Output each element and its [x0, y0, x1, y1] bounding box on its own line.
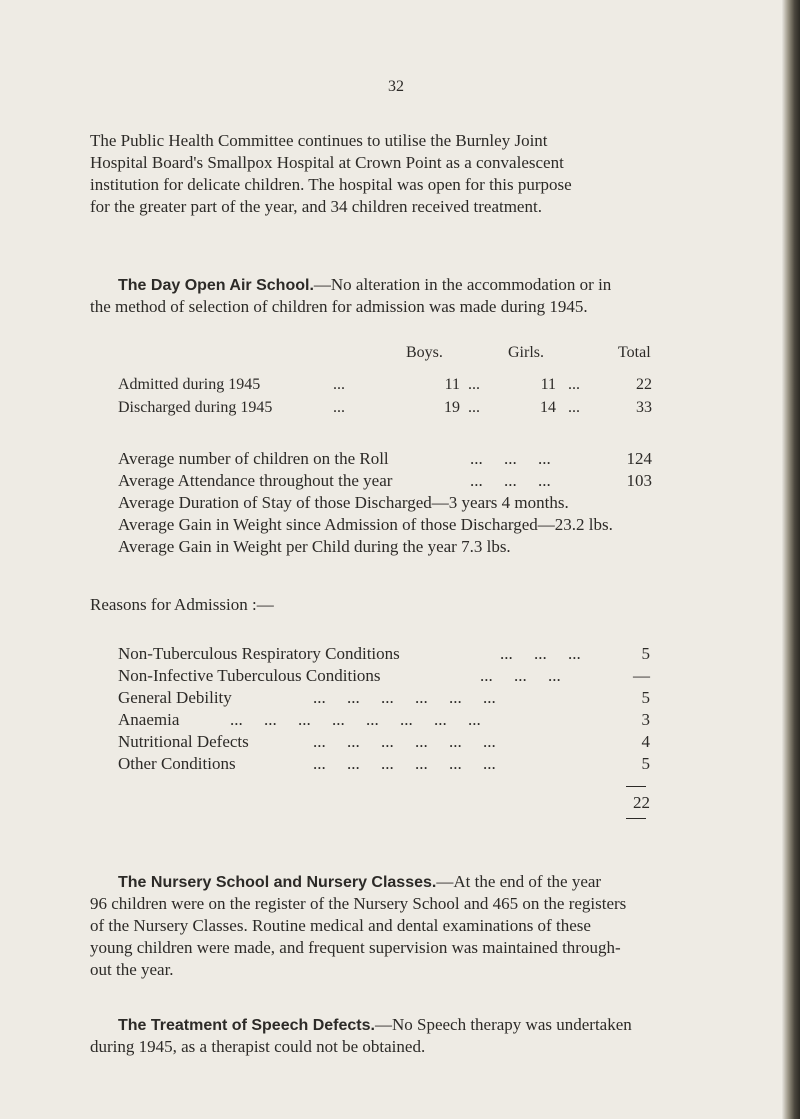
intro-line-4: for the greater part of the year, and 34 children received treatment.: [90, 197, 542, 216]
col-header-girls: Girls.: [508, 344, 544, 361]
reason-count: 5: [641, 754, 650, 773]
leader-dots: ...: [468, 376, 480, 393]
col-header-boys: Boys.: [406, 344, 443, 361]
reason-label: Other Conditions: [118, 754, 236, 773]
total-rule-bottom: [626, 818, 646, 819]
leader-dots: ... ... ... ... ... ... ... ...: [230, 710, 481, 729]
day-school-line1-text: —No alteration in the accommodation or in: [313, 275, 612, 294]
leader-dots: ... ... ...: [470, 449, 551, 468]
table-cell-boys: 19: [444, 399, 460, 416]
intro-line-1: The Public Health Committee continues to utilise the Burnley Joint: [90, 131, 548, 150]
reasons-heading: Reasons for Admission :—: [90, 595, 274, 614]
reason-count: 4: [641, 732, 650, 751]
leader-dots: ... ... ...: [500, 644, 581, 663]
table-cell-girls: 14: [540, 399, 556, 416]
leader-dots: ...: [333, 399, 345, 416]
nursery-line-4: young children were made, and frequent supervision was maintained through-: [90, 938, 621, 957]
leader-dots: ...: [568, 376, 580, 393]
table-cell-girls: 11: [540, 376, 556, 393]
nursery-line-3: of the Nursery Classes. Routine medical and dental examinations of these: [90, 916, 591, 935]
reason-label: General Debility: [118, 688, 232, 707]
reason-count: 5: [641, 644, 650, 663]
leader-dots: ... ... ...: [480, 666, 561, 685]
leader-dots: ...: [568, 399, 580, 416]
average-duration-line: Average Duration of Stay of those Discharged—3 years 4 months.: [118, 493, 569, 512]
reason-count: 5: [641, 688, 650, 707]
page-number: 32: [388, 78, 404, 95]
day-school-heading: The Day Open Air School.: [118, 277, 314, 294]
leader-dots: ...: [333, 376, 345, 393]
table-cell-total: 22: [636, 376, 652, 393]
average-attendance-value: 103: [626, 471, 652, 490]
leader-dots: ... ... ... ... ... ...: [313, 688, 496, 707]
leader-dots: ... ... ... ... ... ...: [313, 754, 496, 773]
leader-dots: ...: [468, 399, 480, 416]
col-header-total: Total: [618, 344, 651, 361]
average-attendance-label: Average Attendance throughout the year: [118, 471, 393, 490]
table-row-label: Admitted during 1945: [118, 376, 261, 393]
nursery-paragraph-line-1: [118, 871, 601, 894]
reason-label: Nutritional Defects: [118, 732, 249, 751]
reason-count: 3: [641, 710, 650, 729]
average-roll-label: Average number of children on the Roll: [118, 449, 389, 468]
day-school-paragraph-line-1: [118, 274, 611, 297]
speech-heading: The Treatment of Speech Defects.: [118, 1017, 375, 1034]
nursery-heading: The Nursery School and Nursery Classes.: [118, 874, 437, 891]
nursery-line-5: out the year.: [90, 960, 174, 979]
page-edge-shadow: [782, 0, 800, 1119]
speech-paragraph-line-1: [118, 1014, 632, 1037]
table-cell-total: 33: [636, 399, 652, 416]
nursery-line-2: 96 children were on the register of the Nursery School and 465 on the registers: [90, 894, 627, 913]
leader-dots: ... ... ... ... ... ...: [313, 732, 496, 751]
reason-count: —: [633, 666, 650, 685]
reason-label: Non-Infective Tuberculous Conditions: [118, 666, 381, 685]
reason-label: Non-Tuberculous Respiratory Conditions: [118, 644, 400, 663]
day-school-line-2: the method of selection of children for admission was made during 1945.: [90, 297, 588, 316]
intro-line-2: Hospital Board's Smallpox Hospital at Crown Point as a convalescent: [90, 153, 564, 172]
speech-line-2: during 1945, as a therapist could not be obtained.: [90, 1037, 426, 1056]
speech-line1-text: —No Speech therapy was undertaken: [374, 1015, 632, 1034]
average-gain-since-admission-line: Average Gain in Weight since Admission of those Discharged—23.2 lbs.: [118, 515, 613, 534]
nursery-line1-text: —At the end of the year: [436, 872, 602, 891]
average-roll-value: 124: [626, 449, 652, 468]
intro-line-3: institution for delicate children. The hospital was open for this purpose: [90, 175, 572, 194]
total-rule-top: [626, 786, 646, 787]
table-cell-boys: 11: [444, 376, 460, 393]
average-gain-per-child-line: Average Gain in Weight per Child during the year 7.3 lbs.: [118, 537, 511, 556]
table-row-label: Discharged during 1945: [118, 399, 273, 416]
reason-label: Anaemia: [118, 710, 180, 729]
leader-dots: ... ... ...: [470, 471, 551, 490]
reasons-total: 22: [633, 793, 650, 812]
